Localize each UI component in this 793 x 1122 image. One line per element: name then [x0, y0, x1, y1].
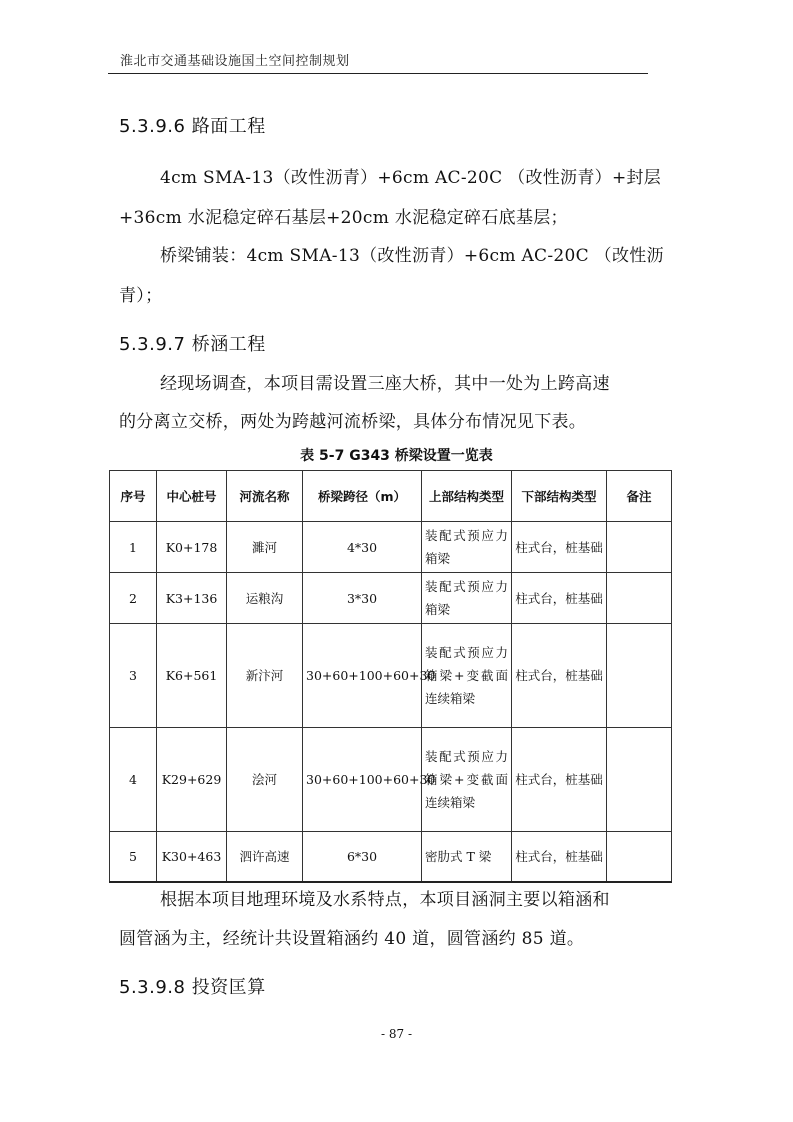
- paragraph-line: 青）；: [119, 286, 163, 306]
- table-cell: 装配式预应力箱梁+变截面连续箱梁: [422, 624, 512, 728]
- table-cell: 30+60+100+60+30: [303, 728, 422, 832]
- paragraph-line: 桥梁铺装：4cm SMA-13（改性沥青）+6cm AC-20C （改性沥: [160, 246, 664, 266]
- heading-5-3-9-7: 5.3.9.7 桥涵工程: [119, 334, 266, 355]
- table-cell: 浍河: [227, 728, 303, 832]
- table-row: [110, 624, 672, 728]
- table-cell: [607, 573, 672, 624]
- paragraph-line: 4cm SMA-13（改性沥青）+6cm AC-20C （改性沥青）+封层: [160, 168, 662, 188]
- table-cell: K30+463: [157, 832, 227, 882]
- table-cell: 装配式预应力箱梁: [422, 522, 512, 573]
- col-header: 桥梁跨径（m）: [303, 471, 422, 522]
- table-cell: 装配式预应力箱梁+变截面连续箱梁: [422, 728, 512, 832]
- table-cell: 4: [110, 728, 157, 832]
- table-cell: 4*30: [303, 522, 422, 573]
- table-cell: 柱式台，桩基础: [512, 624, 607, 728]
- table-row: [110, 522, 672, 573]
- table-cell: 30+60+100+60+30: [303, 624, 422, 728]
- paragraph-line: 的分离立交桥，两处为跨越河流桥梁，具体分布情况见下表。: [119, 412, 587, 432]
- paragraph-line: 圆管涵为主，经统计共设置箱涵约 40 道，圆管涵约 85 道。: [119, 929, 585, 949]
- table-cell: 柱式台，桩基础: [512, 728, 607, 832]
- table-cell: 运粮沟: [227, 573, 303, 624]
- col-header: 上部结构类型: [422, 471, 512, 522]
- table-cell: 3*30: [303, 573, 422, 624]
- page-number: - 87 -: [380, 1027, 412, 1041]
- running-header: 淮北市交通基础设施国土空间控制规划: [120, 54, 350, 69]
- heading-5-3-9-6: 5.3.9.6 路面工程: [119, 116, 266, 137]
- table-header-row: [110, 471, 672, 522]
- table-cell: K29+629: [157, 728, 227, 832]
- paragraph-line: 根据本项目地理环境及水系特点，本项目涵洞主要以箱涵和: [160, 890, 610, 910]
- table-caption: 表 5-7 G343 桥梁设置一览表: [300, 448, 493, 464]
- header-rule: [108, 73, 648, 74]
- table-row: [110, 832, 672, 882]
- col-header: 中心桩号: [157, 471, 227, 522]
- table-cell: 泗许高速: [227, 832, 303, 882]
- table-cell: [607, 624, 672, 728]
- bridge-table: [109, 470, 672, 883]
- table-cell: 柱式台，桩基础: [512, 522, 607, 573]
- col-header: 序号: [110, 471, 157, 522]
- table-row: [110, 728, 672, 832]
- table-cell: 2: [110, 573, 157, 624]
- heading-5-3-9-8: 5.3.9.8 投资匡算: [119, 977, 266, 998]
- table-cell: 装配式预应力箱梁: [422, 573, 512, 624]
- table-cell: 濉河: [227, 522, 303, 573]
- table-cell: 1: [110, 522, 157, 573]
- table-cell: [607, 522, 672, 573]
- table-cell: 6*30: [303, 832, 422, 882]
- table-cell: [607, 728, 672, 832]
- table-cell: K0+178: [157, 522, 227, 573]
- table-cell: 柱式台，桩基础: [512, 573, 607, 624]
- paragraph-line: 经现场调查，本项目需设置三座大桥，其中一处为上跨高速: [160, 374, 610, 394]
- table-row: [110, 573, 672, 624]
- paragraph-line: +36cm 水泥稳定碎石基层+20cm 水泥稳定碎石底基层；: [119, 208, 568, 228]
- table-cell: 密肋式 T 梁: [422, 832, 512, 882]
- col-header: 河流名称: [227, 471, 303, 522]
- table-cell: 3: [110, 624, 157, 728]
- table-cell: [607, 832, 672, 882]
- table-cell: 柱式台，桩基础: [512, 832, 607, 882]
- table-cell: K3+136: [157, 573, 227, 624]
- col-header: 下部结构类型: [512, 471, 607, 522]
- table-cell: K6+561: [157, 624, 227, 728]
- table-cell: 新汴河: [227, 624, 303, 728]
- table-cell: 5: [110, 832, 157, 882]
- col-header: 备注: [607, 471, 672, 522]
